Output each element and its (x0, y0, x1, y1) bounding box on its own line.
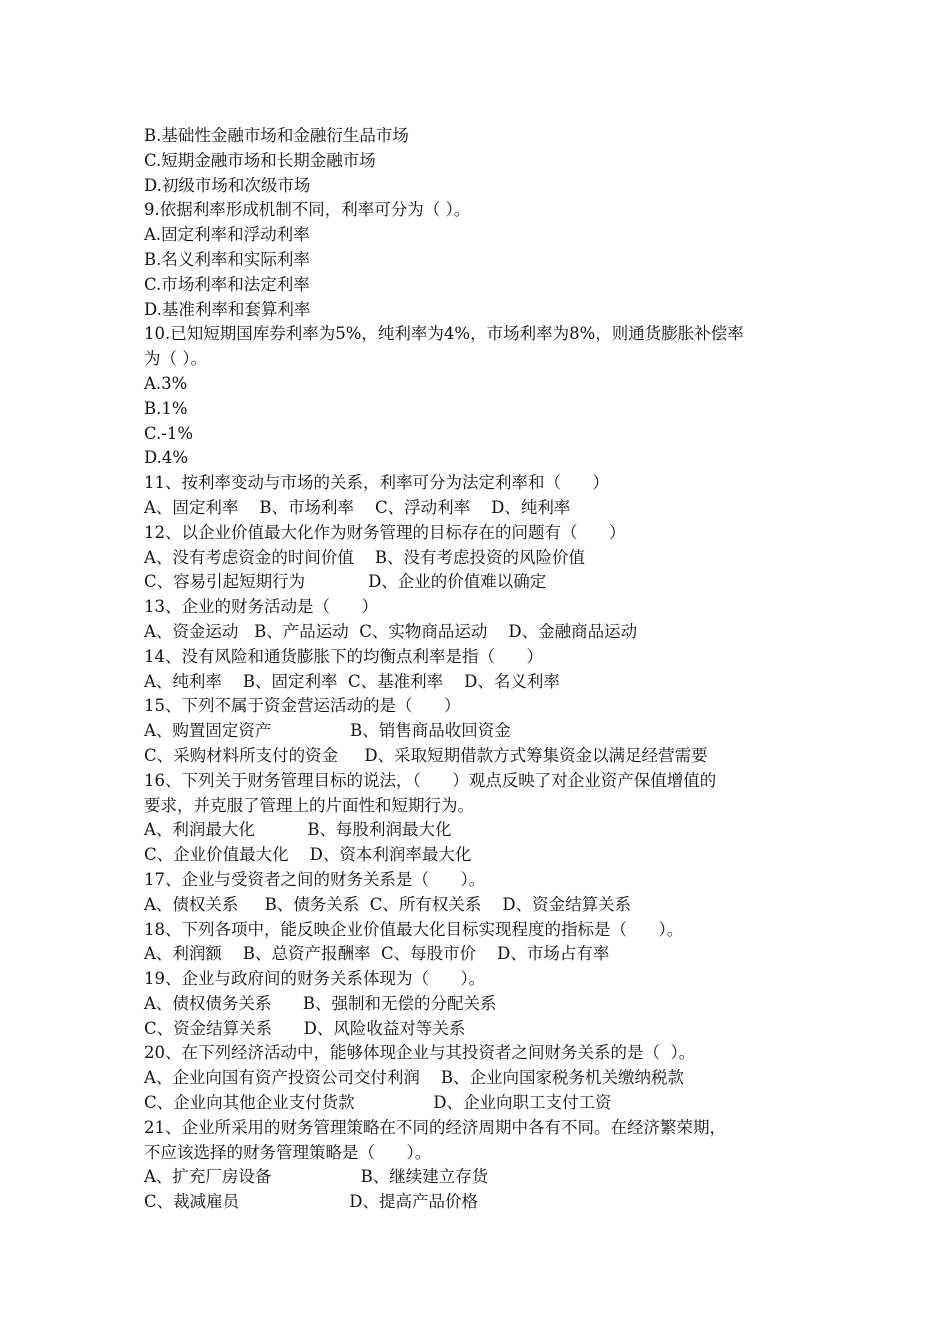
option-line: C、企业向其他企业支付货款 D、企业向职工支付工资 (144, 1093, 612, 1113)
question-20: 20、在下列经济活动中，能够体现企业与其投资者之间财务关系的是（ ）。 (144, 1043, 696, 1063)
question-15: 15、下列不属于资金营运活动的是（ ） (144, 696, 461, 716)
question-19: 19、企业与政府间的财务关系体现为（ ）。 (144, 969, 486, 989)
option-line: A、利润额 B、总资产报酬率 C、每股市价 D、市场占有率 (144, 944, 610, 964)
question-10: 10.已知短期国库券利率为5%，纯利率为4%，市场利率为8%，则通货膨胀补偿率 (144, 324, 744, 344)
option-line: C.-1% (144, 423, 194, 443)
option-line: B.1% (144, 398, 188, 418)
option-line: C.市场利率和法定利率 (144, 274, 310, 294)
option-line: D.初级市场和次级市场 (144, 175, 311, 195)
question-12: 12、以企业价值最大化作为财务管理的目标存在的问题有（ ） (144, 522, 626, 542)
option-line: A、债权债务关系 B、强制和无偿的分配关系 (144, 993, 497, 1013)
question-17: 17、企业与受资者之间的财务关系是（ ）。 (144, 869, 486, 889)
option-line: C、采购材料所支付的资金 D、采取短期借款方式筹集资金以满足经营需要 (144, 745, 708, 765)
question-10-continued: 为（ ）。 (144, 349, 207, 369)
option-line: D.4% (144, 448, 189, 468)
question-18: 18、下列各项中，能反映企业价值最大化目标实现程度的指标是（ ）。 (144, 919, 684, 939)
question-14: 14、没有风险和通货膨胀下的均衡点利率是指（ ） (144, 646, 543, 666)
option-line: A、资金运动 B、产品运动 C、实物商品运动 D、金融商品运动 (144, 621, 638, 641)
question-16-continued: 要求，并克服了管理上的片面性和短期行为。 (144, 795, 474, 815)
option-line: A.3% (144, 373, 188, 393)
option-line: A、购置固定资产 B、销售商品收回资金 (144, 721, 511, 741)
option-line: C、企业价值最大化 D、资本利润率最大化 (144, 845, 472, 865)
question-21: 21、企业所采用的财务管理策略在不同的经济周期中各有不同。在经济繁荣期， (144, 1117, 726, 1137)
question-11: 11、按利率变动与市场的关系，利率可分为法定利率和（ ） (144, 473, 609, 493)
option-line: A、债权关系 B、债务关系 C、所有权关系 D、资金结算关系 (144, 894, 632, 914)
question-16: 16、下列关于财务管理目标的说法，（ ）观点反映了对企业资产保值增值的 (144, 770, 717, 790)
option-line: C.短期金融市场和长期金融市场 (144, 150, 376, 170)
question-text-block (144, 124, 824, 1215)
option-line: C、裁减雇员 D、提高产品价格 (144, 1192, 478, 1212)
option-line: A、固定利率 B、市场利率 C、浮动利率 D、纯利率 (144, 497, 571, 517)
option-line: C、容易引起短期行为 D、企业的价值难以确定 (144, 572, 547, 592)
question-21-continued: 不应该选择的财务管理策略是（ ）。 (144, 1142, 432, 1162)
option-line: A、纯利率 B、固定利率 C、基准利率 D、名义利率 (144, 671, 560, 691)
option-line: A、扩充厂房设备 B、继续建立存货 (144, 1167, 489, 1187)
option-line: D.基准利率和套算利率 (144, 299, 311, 319)
option-line: B.基础性金融市场和金融衍生品市场 (144, 126, 409, 145)
option-line: A、没有考虑资金的时间价值 B、没有考虑投资的风险价值 (144, 547, 586, 567)
option-line: A、企业向国有资产投资公司交付利润 B、企业向国家税务机关缴纳税款 (144, 1068, 685, 1088)
question-13: 13、企业的财务活动是（ ） (144, 597, 378, 617)
option-line: A.固定利率和浮动利率 (144, 225, 310, 245)
option-line: B.名义利率和实际利率 (144, 249, 310, 269)
option-line: C、资金结算关系 D、风险收益对等关系 (144, 1018, 466, 1038)
question-9: 9.依据利率形成机制不同，利率可分为（ ）。 (144, 200, 471, 220)
option-line: A、利润最大化 B、每股利润最大化 (144, 820, 452, 840)
